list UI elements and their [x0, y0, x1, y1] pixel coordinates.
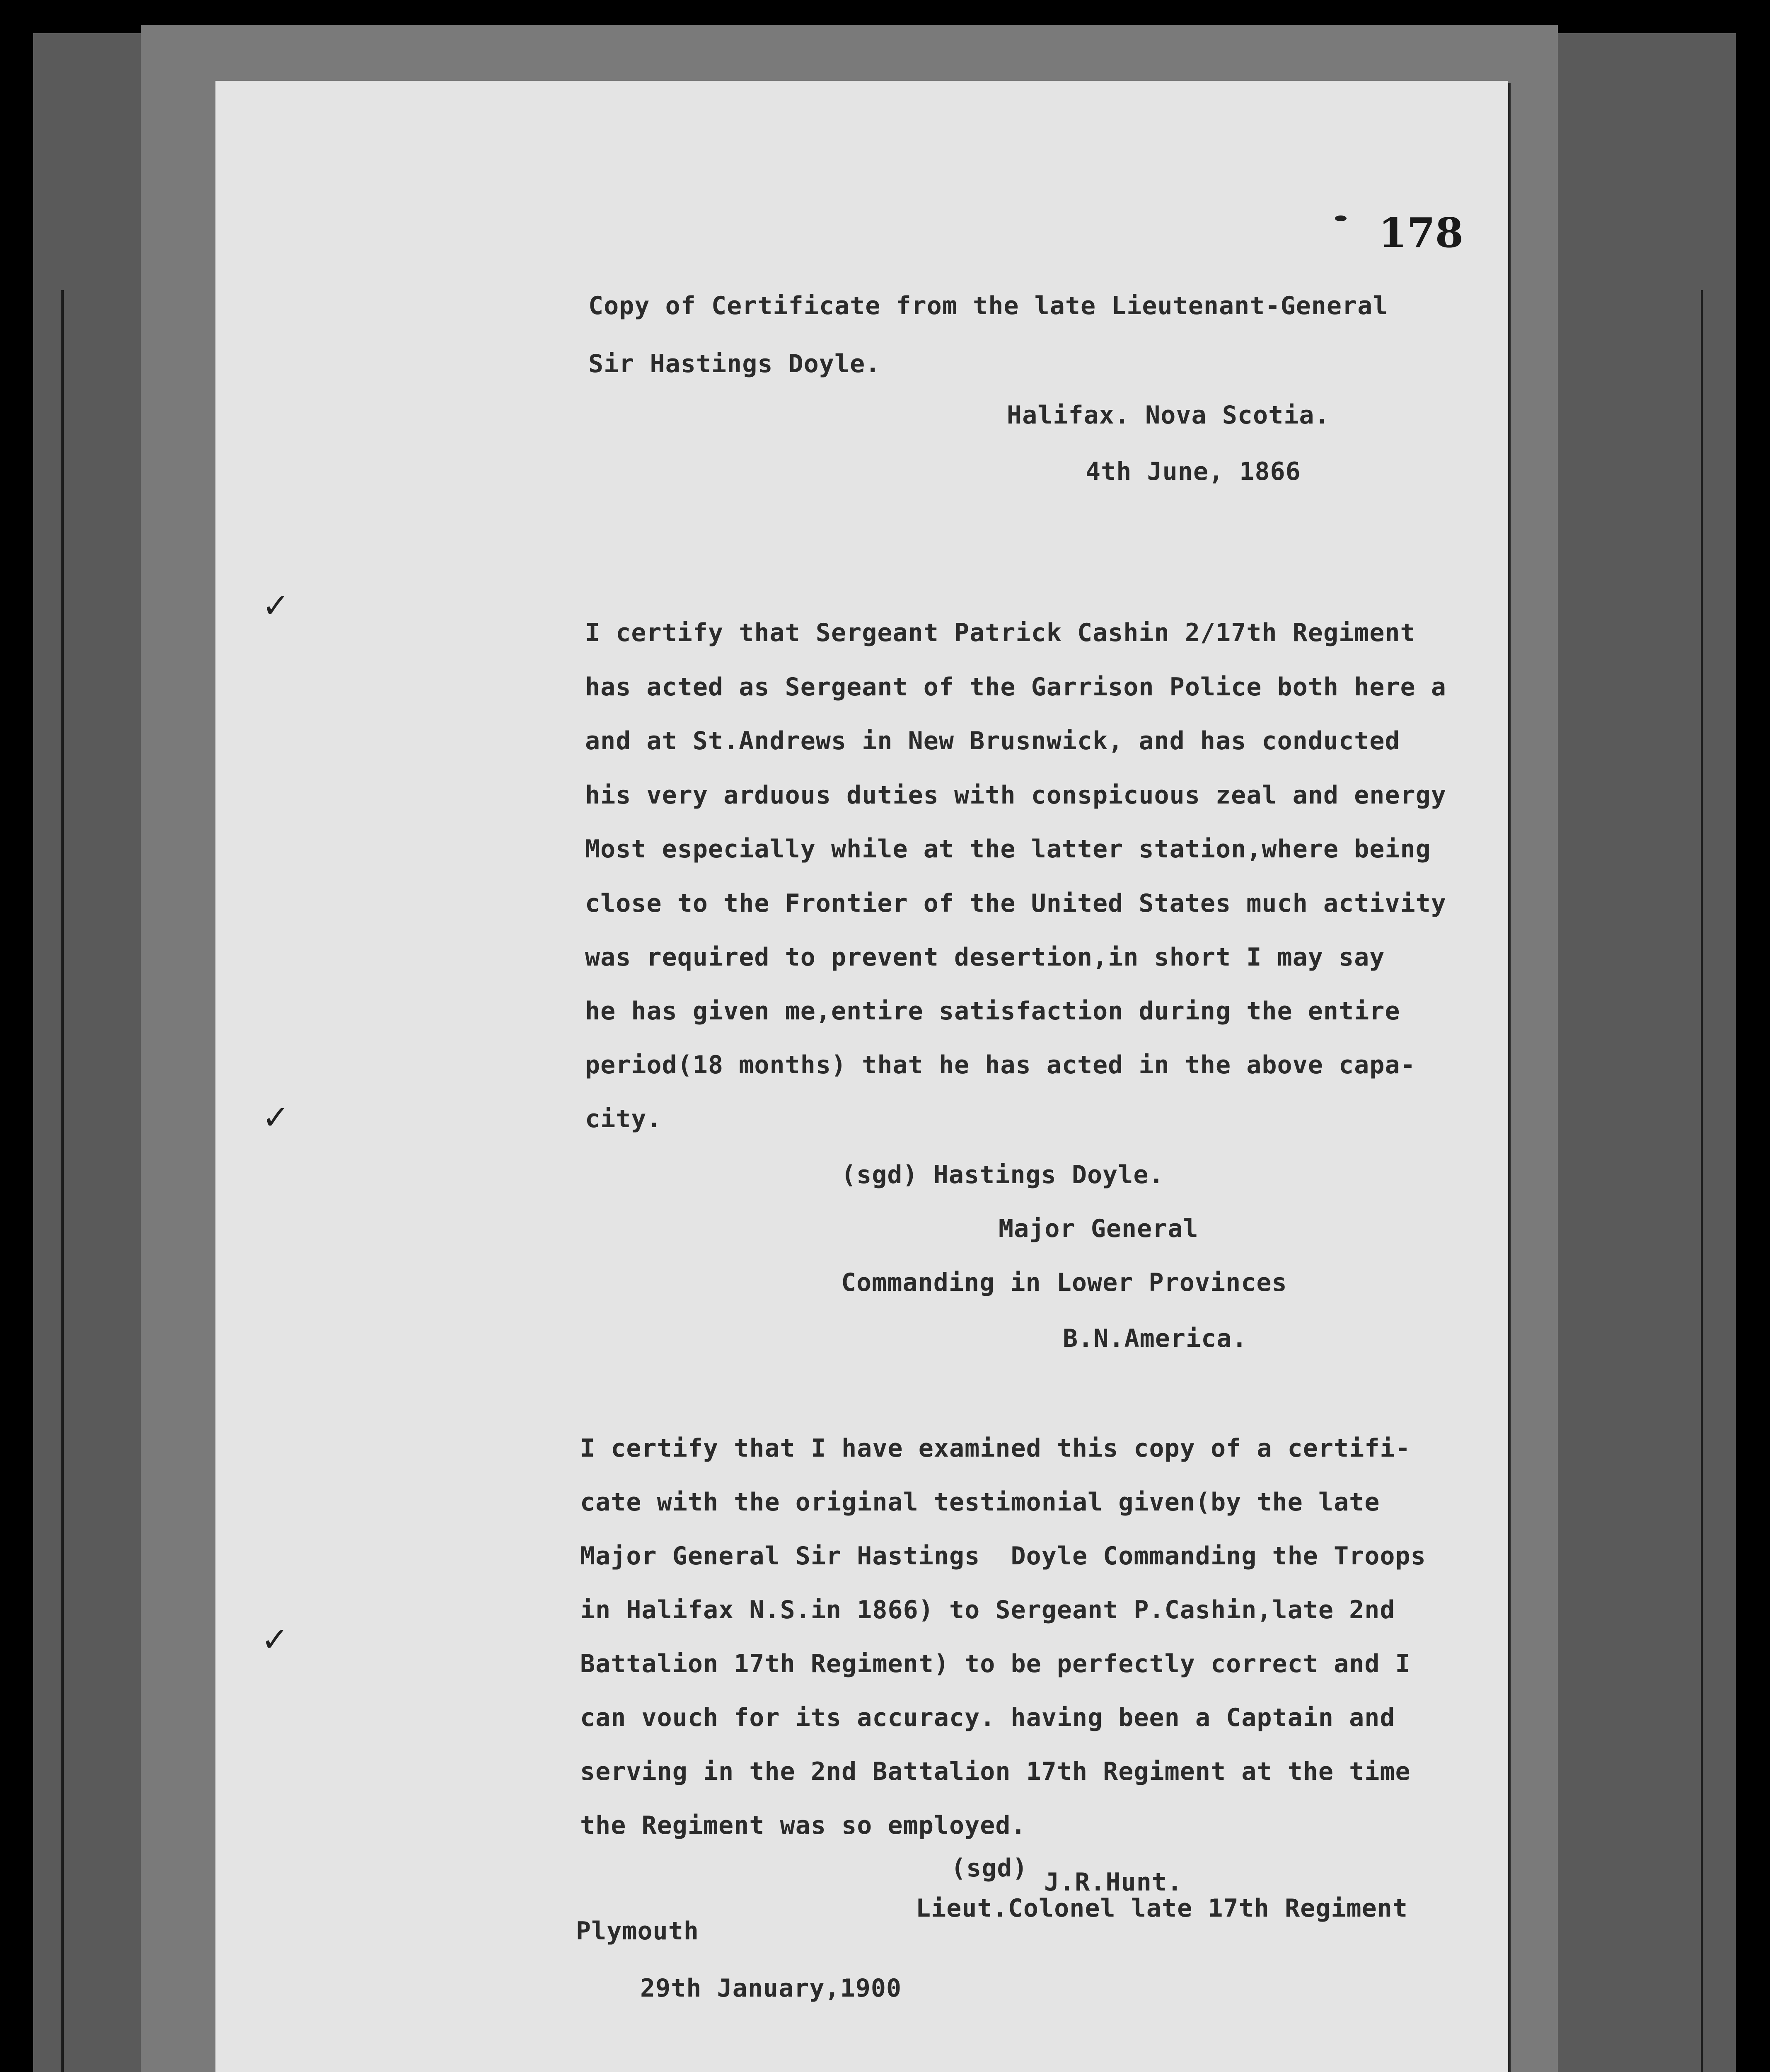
- body2-line-3: Major General Sir Hastings Doyle Commanding the Troops: [580, 1542, 1426, 1571]
- body2-line-1: I certify that I have examined this copy of a certifi-: [580, 1434, 1411, 1463]
- margin-mark-2: ✓: [262, 1098, 290, 1137]
- body1-line-10: city.: [585, 1104, 662, 1133]
- margin-mark-3: ✓: [261, 1620, 289, 1659]
- body2-line-7: serving in the 2nd Battalion 17th Regiment at the time: [580, 1757, 1411, 1786]
- body2-line-8: the Regiment was so employed.: [580, 1811, 1026, 1840]
- body2-line-6: can vouch for its accuracy. having been a Captain and: [580, 1703, 1395, 1732]
- closing-place: Plymouth: [576, 1917, 699, 1946]
- body1-line-6: close to the Frontier of the United States much activity: [585, 889, 1446, 918]
- body1-line-3: and at St.Andrews in New Brusnwick, and has conducted: [585, 726, 1400, 755]
- frame-tick-right: [1701, 290, 1703, 2072]
- body1-line-9: period(18 months) that he has acted in the above capa-: [585, 1051, 1416, 1080]
- body1-line-4: his very arduous duties with conspicuous zeal and energy: [585, 781, 1446, 810]
- heading-line-1: Copy of Certificate from the late Lieutenant-General: [588, 291, 1388, 320]
- body1-line-7: was required to prevent desertion,in short I may say: [585, 943, 1385, 972]
- body2-line-2: cate with the original testimonial given(by the late: [580, 1488, 1380, 1517]
- body2-line-5: Battalion 17th Regiment) to be perfectly correct and I: [580, 1649, 1411, 1678]
- body1-line-1: I certify that Sergeant Patrick Cashin 2/17th Regiment: [585, 618, 1416, 647]
- body1-line-5: Most especially while at the latter station,where being: [585, 835, 1431, 864]
- letter-place: Halifax. Nova Scotia.: [1007, 401, 1330, 430]
- body1-line-2: has acted as Sergeant of the Garrison Police both here a: [585, 673, 1446, 702]
- frame-tick-left: [61, 290, 64, 2072]
- corner-mark: [1335, 215, 1347, 221]
- margin-mark-1: ✓: [262, 586, 290, 625]
- letter-date: 4th June, 1866: [1086, 457, 1301, 486]
- page-number: 178: [1378, 209, 1463, 257]
- body2-line-4: in Halifax N.S.in 1866) to Sergeant P.Cashin,late 2nd: [580, 1595, 1395, 1624]
- signature2-name: J.R.Hunt.: [1044, 1868, 1183, 1897]
- heading-line-2: Sir Hastings Doyle.: [588, 349, 881, 378]
- body1-line-8: he has given me,entire satisfaction during the entire: [585, 997, 1400, 1026]
- signature2-title: Lieut.Colonel late 17th Regiment: [916, 1894, 1408, 1923]
- signature1-name: (sgd) Hastings Doyle.: [841, 1160, 1164, 1189]
- signature1-rank: Major General: [999, 1214, 1199, 1243]
- signature1-command: Commanding in Lower Provinces: [841, 1268, 1287, 1297]
- signature1-region: B.N.America.: [1063, 1324, 1248, 1353]
- closing-date: 29th January,1900: [640, 1974, 902, 2003]
- signature2-sgd: (sgd): [951, 1854, 1028, 1883]
